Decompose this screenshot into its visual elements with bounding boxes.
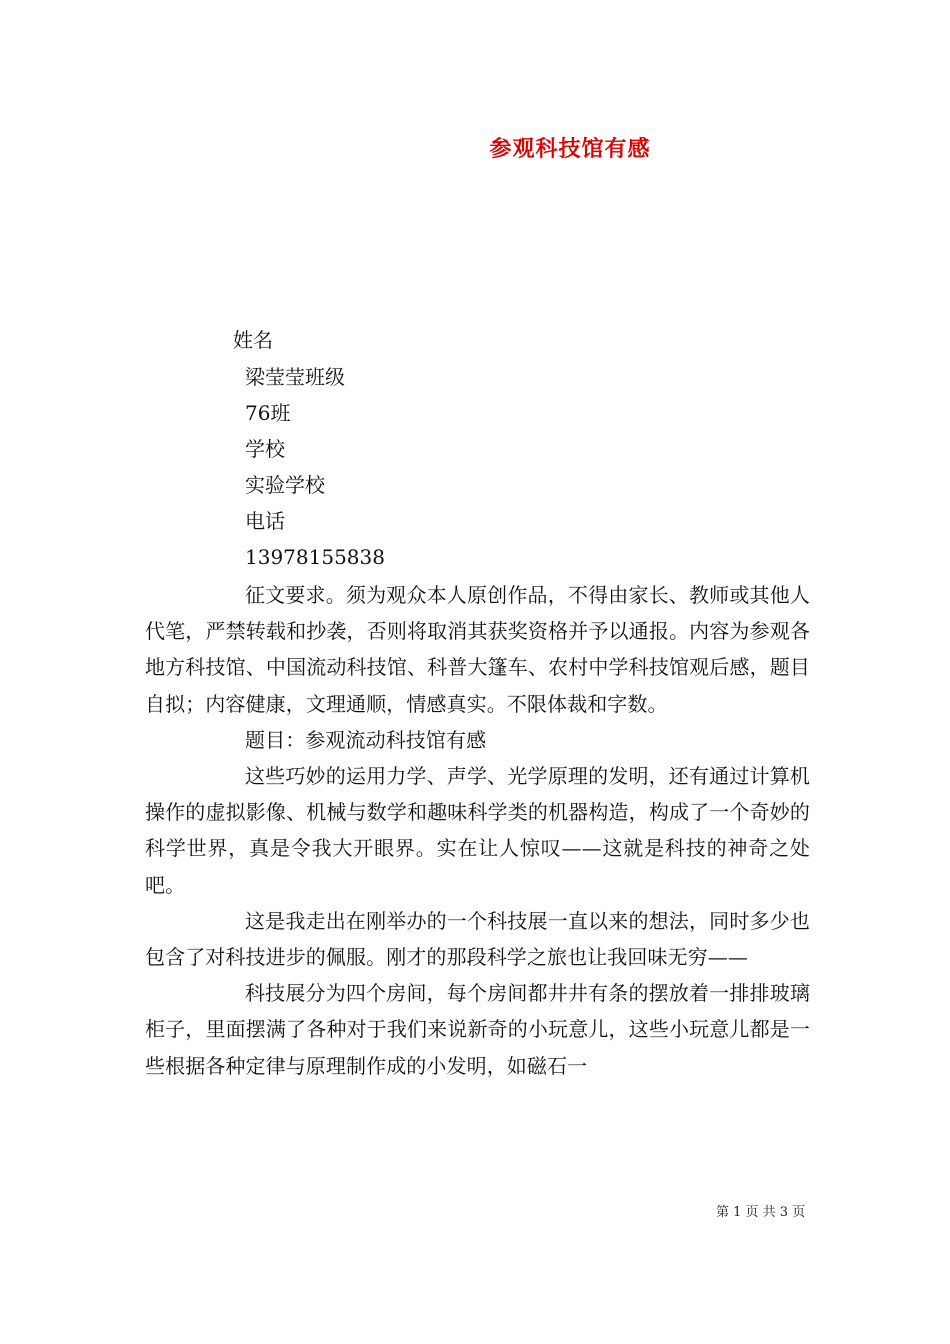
essay-paragraph: 这是我走出在刚举办的一个科技展一直以来的想法，同时多少也包含了对科技进步的佩服。刚才的那段科学之旅也让我回味无穷—— — [145, 908, 810, 970]
school-value: 实验学校 — [245, 473, 325, 497]
essay-paragraph: 科技展分为四个房间，每个房间都井井有条的摆放着一排排玻璃柜子，里面摆满了各种对于我们来说新奇的小玩意儿，这些小玩意儿都是一些根据各种定律与原理制作成的小发明，如磁石一 — [145, 981, 810, 1078]
essay-body — [145, 577, 810, 1084]
class-value: 76班 — [245, 401, 291, 425]
essay-paragraph: 这些巧妙的运用力学、声学、光学原理的发明，还有通过计算机操作的虚拟影像、机械与数学和趣味科学类的机器构造，构成了一个奇妙的科学世界，真是令我大开眼界。实在让人惊叹——这就是科技的神奇之处吧。 — [145, 764, 810, 897]
page-title: 参观科技馆有感 — [489, 136, 651, 162]
name-label: 姓名 — [233, 328, 273, 352]
page-number: 第 1 页 共 3 页 — [716, 1205, 806, 1220]
requirements-paragraph: 征文要求。须为观众本人原创作品，不得由家长、教师或其他人代笔，严禁转载和抄袭，否则将取消其获奖资格并予以通报。内容为参观各地方科技馆、中国流动科技馆、科普大篷车、农村中学科技馆观后感，题目自拟；内容健康，文理通顺，情感真实。不限体裁和字数。 — [145, 583, 810, 716]
name-value-class-label: 梁莹莹班级 — [245, 365, 345, 389]
school-label: 学校 — [245, 437, 285, 461]
phone-label: 电话 — [245, 509, 285, 533]
essay-topic: 题目：参观流动科技馆有感 — [245, 727, 487, 752]
entry-info — [245, 362, 845, 578]
phone-value: 13978155838 — [245, 545, 385, 569]
